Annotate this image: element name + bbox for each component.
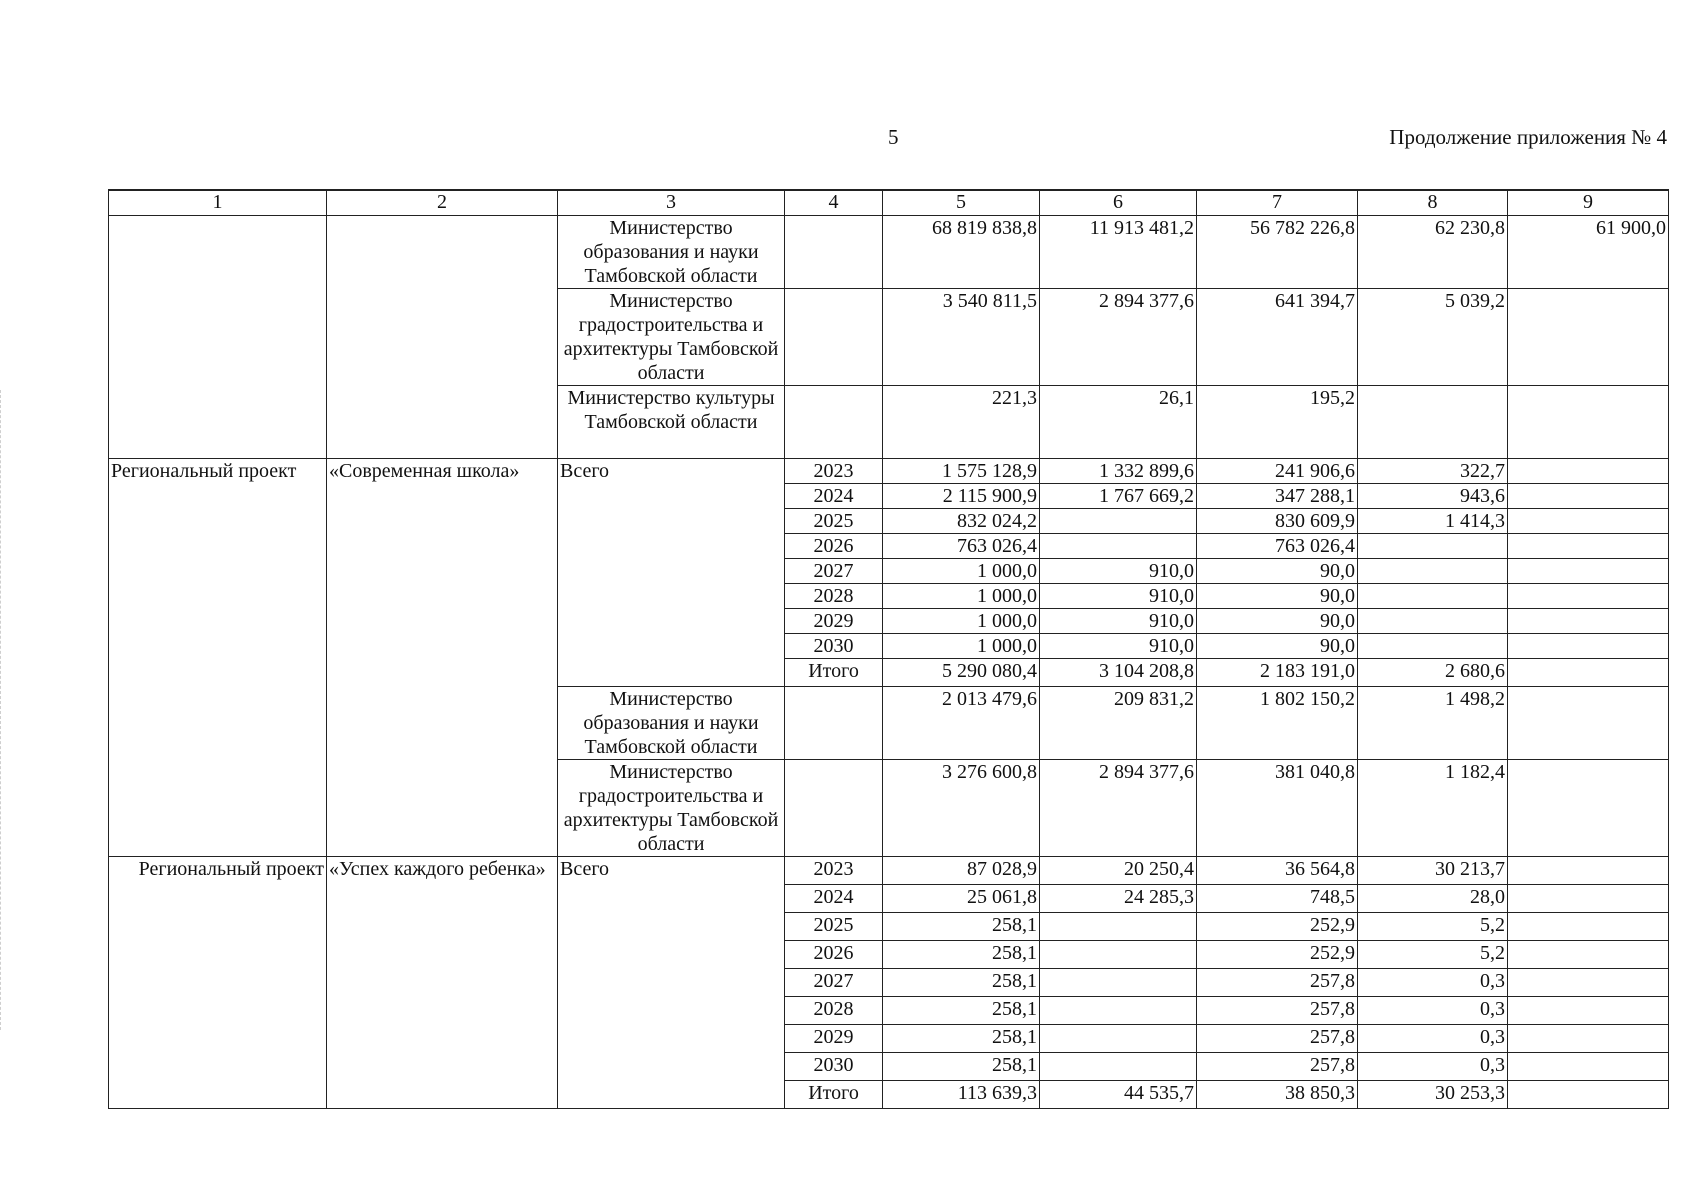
column-header: 1 [109, 190, 327, 216]
value-cell: 910,0 [1040, 559, 1197, 584]
value-cell: 381 040,8 [1197, 760, 1358, 857]
empty-cell [785, 216, 883, 289]
column-header: 2 [327, 190, 558, 216]
value-cell: 3 104 208,8 [1040, 659, 1197, 687]
empty-cell [785, 687, 883, 760]
year-cell: 2027 [785, 969, 883, 997]
column-header: 8 [1358, 190, 1508, 216]
column-header: 3 [558, 190, 785, 216]
value-cell: 3 540 811,5 [883, 289, 1040, 386]
value-cell [1508, 484, 1669, 509]
value-cell: 5,2 [1358, 941, 1508, 969]
value-cell [1508, 289, 1669, 386]
value-cell: 62 230,8 [1358, 216, 1508, 289]
value-cell [1508, 659, 1669, 687]
value-cell: 221,3 [883, 386, 1040, 459]
value-cell: 258,1 [883, 1025, 1040, 1053]
empty-cell [327, 216, 558, 459]
value-cell: 20 250,4 [1040, 857, 1197, 885]
value-cell: 1 000,0 [883, 559, 1040, 584]
year-cell: 2030 [785, 1053, 883, 1081]
year-cell: 2029 [785, 609, 883, 634]
year-cell: 2028 [785, 584, 883, 609]
value-cell: 2 115 900,9 [883, 484, 1040, 509]
year-cell: 2026 [785, 534, 883, 559]
empty-cell [785, 386, 883, 459]
value-cell [1358, 584, 1508, 609]
value-cell: 0,3 [1358, 1025, 1508, 1053]
value-cell: 257,8 [1197, 997, 1358, 1025]
value-cell [1508, 687, 1669, 760]
value-cell [1508, 609, 1669, 634]
table-row [109, 216, 1669, 289]
value-cell: 5 039,2 [1358, 289, 1508, 386]
value-cell: 1 000,0 [883, 609, 1040, 634]
value-cell: 252,9 [1197, 941, 1358, 969]
value-cell: 0,3 [1358, 997, 1508, 1025]
value-cell [1508, 857, 1669, 885]
value-cell: 0,3 [1358, 969, 1508, 997]
year-cell: 2026 [785, 941, 883, 969]
value-cell: 347 288,1 [1197, 484, 1358, 509]
value-cell: 1 414,3 [1358, 509, 1508, 534]
value-cell: 90,0 [1197, 584, 1358, 609]
value-cell [1508, 969, 1669, 997]
value-cell: 0,3 [1358, 1053, 1508, 1081]
value-cell [1358, 634, 1508, 659]
value-cell: 241 906,6 [1197, 459, 1358, 484]
value-cell: 38 850,3 [1197, 1081, 1358, 1109]
value-cell: 68 819 838,8 [883, 216, 1040, 289]
value-cell: 5 290 080,4 [883, 659, 1040, 687]
value-cell: 26,1 [1040, 386, 1197, 459]
value-cell: 1 767 669,2 [1040, 484, 1197, 509]
value-cell: 2 680,6 [1358, 659, 1508, 687]
org-cell: Министерство культуры Тамбовской области [558, 386, 785, 459]
column-number-row [109, 190, 1669, 216]
year-cell: 2025 [785, 509, 883, 534]
value-cell: 36 564,8 [1197, 857, 1358, 885]
value-cell [1508, 559, 1669, 584]
value-cell: 90,0 [1197, 559, 1358, 584]
column-header: 4 [785, 190, 883, 216]
org-cell: Министерство градостроительства и архитектуры Тамбовской области [558, 289, 785, 386]
value-cell: 195,2 [1197, 386, 1358, 459]
table-row [109, 857, 1669, 885]
value-cell: 910,0 [1040, 584, 1197, 609]
budget-table [108, 189, 1669, 1109]
org-cell: Министерство образования и науки Тамбовской области [558, 216, 785, 289]
value-cell: 2 894 377,6 [1040, 760, 1197, 857]
value-cell: 209 831,2 [1040, 687, 1197, 760]
value-cell [1358, 534, 1508, 559]
project-type-cell: Региональный проект [109, 459, 327, 857]
org-cell: Министерство градостроительства и архитектуры Тамбовской области [558, 760, 785, 857]
value-cell [1508, 1053, 1669, 1081]
value-cell [1508, 941, 1669, 969]
value-cell: 25 061,8 [883, 885, 1040, 913]
value-cell: 252,9 [1197, 913, 1358, 941]
value-cell: 748,5 [1197, 885, 1358, 913]
empty-cell [109, 216, 327, 459]
value-cell: 322,7 [1358, 459, 1508, 484]
value-cell [1508, 534, 1669, 559]
year-cell: 2029 [785, 1025, 883, 1053]
value-cell [1040, 1025, 1197, 1053]
value-cell: 257,8 [1197, 969, 1358, 997]
value-cell: 2 183 191,0 [1197, 659, 1358, 687]
value-cell: 258,1 [883, 941, 1040, 969]
value-cell [1358, 609, 1508, 634]
table-row [109, 459, 1669, 484]
value-cell: 90,0 [1197, 609, 1358, 634]
value-cell: 11 913 481,2 [1040, 216, 1197, 289]
year-cell: Итого [785, 1081, 883, 1109]
value-cell: 2 013 479,6 [883, 687, 1040, 760]
value-cell: 258,1 [883, 1053, 1040, 1081]
value-cell [1040, 997, 1197, 1025]
value-cell [1508, 760, 1669, 857]
value-cell: 258,1 [883, 913, 1040, 941]
value-cell: 113 639,3 [883, 1081, 1040, 1109]
column-header: 7 [1197, 190, 1358, 216]
value-cell [1508, 997, 1669, 1025]
value-cell: 44 535,7 [1040, 1081, 1197, 1109]
value-cell: 24 285,3 [1040, 885, 1197, 913]
value-cell: 30 253,3 [1358, 1081, 1508, 1109]
value-cell: 28,0 [1358, 885, 1508, 913]
value-cell: 1 332 899,6 [1040, 459, 1197, 484]
value-cell: 1 182,4 [1358, 760, 1508, 857]
appendix-continuation-note: Продолжение приложения № 4 [1389, 125, 1667, 149]
scan-artifact [0, 390, 3, 1030]
value-cell: 3 276 600,8 [883, 760, 1040, 857]
value-cell [1040, 534, 1197, 559]
value-cell [1508, 1025, 1669, 1053]
value-cell [1508, 634, 1669, 659]
value-cell: 258,1 [883, 997, 1040, 1025]
value-cell: 1 000,0 [883, 584, 1040, 609]
project-name-cell: «Успех каждого ребенка» [327, 857, 558, 1109]
value-cell: 56 782 226,8 [1197, 216, 1358, 289]
value-cell: 830 609,9 [1197, 509, 1358, 534]
value-cell: 832 024,2 [883, 509, 1040, 534]
value-cell: 1 498,2 [1358, 687, 1508, 760]
project-name-cell: «Современная школа» [327, 459, 558, 857]
value-cell: 910,0 [1040, 634, 1197, 659]
column-header: 5 [883, 190, 1040, 216]
value-cell: 1 802 150,2 [1197, 687, 1358, 760]
value-cell: 257,8 [1197, 1053, 1358, 1081]
year-cell: 2023 [785, 459, 883, 484]
value-cell: 943,6 [1358, 484, 1508, 509]
value-cell: 5,2 [1358, 913, 1508, 941]
year-cell: 2024 [785, 885, 883, 913]
year-cell: 2024 [785, 484, 883, 509]
empty-cell [785, 760, 883, 857]
value-cell [1508, 913, 1669, 941]
year-cell: 2023 [785, 857, 883, 885]
value-cell [1508, 885, 1669, 913]
year-cell: Итого [785, 659, 883, 687]
value-cell [1358, 559, 1508, 584]
year-cell: 2025 [785, 913, 883, 941]
value-cell: 90,0 [1197, 634, 1358, 659]
year-cell: 2030 [785, 634, 883, 659]
project-type-cell: Региональный проект [109, 857, 327, 1109]
org-cell: Министерство образования и науки Тамбовской области [558, 687, 785, 760]
value-cell: 87 028,9 [883, 857, 1040, 885]
value-cell [1508, 1081, 1669, 1109]
value-cell: 2 894 377,6 [1040, 289, 1197, 386]
value-cell [1508, 509, 1669, 534]
value-cell: 910,0 [1040, 609, 1197, 634]
value-cell: 641 394,7 [1197, 289, 1358, 386]
value-cell [1508, 584, 1669, 609]
value-cell: 30 213,7 [1358, 857, 1508, 885]
year-cell: 2028 [785, 997, 883, 1025]
value-cell [1040, 969, 1197, 997]
column-header: 6 [1040, 190, 1197, 216]
column-header: 9 [1508, 190, 1669, 216]
value-cell: 1 575 128,9 [883, 459, 1040, 484]
value-cell [1508, 459, 1669, 484]
value-cell [1508, 386, 1669, 459]
value-cell: 258,1 [883, 969, 1040, 997]
value-cell: 61 900,0 [1508, 216, 1669, 289]
value-cell [1040, 509, 1197, 534]
page-number: 5 [888, 125, 899, 149]
value-cell [1040, 913, 1197, 941]
value-cell [1040, 941, 1197, 969]
value-cell: 257,8 [1197, 1025, 1358, 1053]
value-cell [1358, 386, 1508, 459]
value-cell: 763 026,4 [883, 534, 1040, 559]
empty-cell [785, 289, 883, 386]
total-label-cell: Всего [558, 857, 785, 1109]
year-cell: 2027 [785, 559, 883, 584]
value-cell: 763 026,4 [1197, 534, 1358, 559]
total-label-cell: Всего [558, 459, 785, 687]
value-cell: 1 000,0 [883, 634, 1040, 659]
value-cell [1040, 1053, 1197, 1081]
